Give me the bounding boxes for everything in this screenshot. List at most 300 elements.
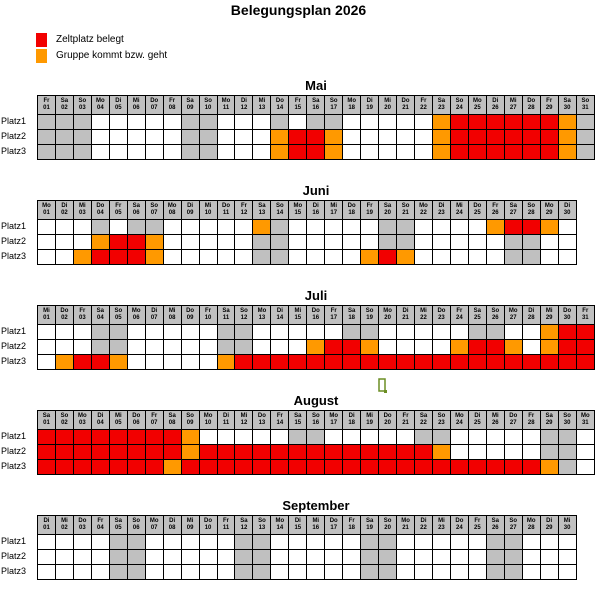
booking-cell-free[interactable]: [145, 565, 163, 580]
booking-cell-occupied[interactable]: [343, 445, 361, 460]
booking-cell-occupied[interactable]: [55, 460, 73, 475]
booking-cell-weekend[interactable]: [576, 130, 594, 145]
booking-cell-weekend[interactable]: [217, 340, 235, 355]
booking-cell-weekend[interactable]: [271, 220, 289, 235]
booking-cell-occupied[interactable]: [522, 355, 540, 370]
booking-cell-free[interactable]: [199, 565, 217, 580]
booking-cell-transition[interactable]: [432, 130, 450, 145]
booking-cell-transition[interactable]: [271, 130, 289, 145]
booking-cell-free[interactable]: [91, 115, 109, 130]
booking-cell-free[interactable]: [450, 445, 468, 460]
booking-cell-occupied[interactable]: [109, 460, 127, 475]
booking-cell-weekend[interactable]: [55, 115, 73, 130]
booking-cell-weekend[interactable]: [127, 550, 145, 565]
booking-cell-free[interactable]: [504, 430, 522, 445]
booking-cell-weekend[interactable]: [109, 535, 127, 550]
booking-cell-occupied[interactable]: [379, 355, 397, 370]
booking-cell-free[interactable]: [468, 430, 486, 445]
booking-cell-occupied[interactable]: [415, 460, 433, 475]
booking-cell-weekend[interactable]: [397, 235, 415, 250]
booking-cell-free[interactable]: [397, 115, 415, 130]
booking-cell-free[interactable]: [576, 430, 594, 445]
booking-cell-occupied[interactable]: [343, 340, 361, 355]
booking-cell-occupied[interactable]: [271, 445, 289, 460]
booking-cell-free[interactable]: [145, 145, 163, 160]
booking-cell-weekend[interactable]: [91, 340, 109, 355]
booking-cell-weekend[interactable]: [504, 550, 522, 565]
booking-cell-free[interactable]: [217, 130, 235, 145]
booking-cell-free[interactable]: [558, 250, 576, 265]
booking-cell-weekend[interactable]: [540, 430, 558, 445]
booking-cell-occupied[interactable]: [468, 130, 486, 145]
booking-cell-free[interactable]: [450, 235, 468, 250]
booking-cell-occupied[interactable]: [127, 460, 145, 475]
booking-cell-free[interactable]: [271, 535, 289, 550]
booking-cell-occupied[interactable]: [145, 445, 163, 460]
booking-cell-weekend[interactable]: [379, 235, 397, 250]
booking-cell-transition[interactable]: [540, 220, 558, 235]
booking-cell-free[interactable]: [91, 535, 109, 550]
booking-cell-occupied[interactable]: [91, 430, 109, 445]
booking-cell-free[interactable]: [397, 130, 415, 145]
booking-cell-transition[interactable]: [145, 250, 163, 265]
booking-cell-free[interactable]: [486, 430, 504, 445]
booking-cell-free[interactable]: [217, 235, 235, 250]
booking-cell-weekend[interactable]: [576, 115, 594, 130]
booking-cell-free[interactable]: [91, 565, 109, 580]
booking-cell-free[interactable]: [468, 250, 486, 265]
booking-cell-free[interactable]: [415, 220, 433, 235]
booking-cell-free[interactable]: [325, 565, 343, 580]
booking-cell-occupied[interactable]: [540, 145, 558, 160]
booking-cell-occupied[interactable]: [540, 115, 558, 130]
booking-cell-free[interactable]: [379, 340, 397, 355]
booking-cell-transition[interactable]: [91, 235, 109, 250]
booking-cell-free[interactable]: [415, 535, 433, 550]
booking-cell-occupied[interactable]: [379, 250, 397, 265]
booking-cell-free[interactable]: [343, 235, 361, 250]
booking-cell-free[interactable]: [343, 565, 361, 580]
booking-cell-occupied[interactable]: [522, 145, 540, 160]
booking-cell-free[interactable]: [289, 235, 307, 250]
booking-cell-occupied[interactable]: [576, 355, 594, 370]
booking-cell-weekend[interactable]: [181, 115, 199, 130]
booking-cell-weekend[interactable]: [73, 130, 91, 145]
booking-cell-weekend[interactable]: [415, 430, 433, 445]
booking-cell-weekend[interactable]: [271, 250, 289, 265]
booking-cell-free[interactable]: [217, 115, 235, 130]
booking-cell-free[interactable]: [432, 565, 450, 580]
booking-cell-free[interactable]: [325, 430, 343, 445]
booking-cell-weekend[interactable]: [235, 550, 253, 565]
booking-cell-transition[interactable]: [450, 340, 468, 355]
booking-cell-free[interactable]: [271, 340, 289, 355]
booking-cell-occupied[interactable]: [558, 355, 576, 370]
booking-cell-free[interactable]: [540, 250, 558, 265]
booking-cell-transition[interactable]: [325, 145, 343, 160]
booking-cell-free[interactable]: [73, 340, 91, 355]
booking-cell-occupied[interactable]: [343, 460, 361, 475]
booking-cell-free[interactable]: [235, 250, 253, 265]
booking-cell-transition[interactable]: [55, 355, 73, 370]
booking-cell-free[interactable]: [38, 220, 56, 235]
booking-cell-weekend[interactable]: [504, 250, 522, 265]
booking-cell-occupied[interactable]: [199, 460, 217, 475]
booking-cell-occupied[interactable]: [91, 445, 109, 460]
booking-cell-free[interactable]: [199, 220, 217, 235]
booking-cell-weekend[interactable]: [361, 325, 379, 340]
booking-cell-transition[interactable]: [361, 340, 379, 355]
booking-cell-occupied[interactable]: [432, 355, 450, 370]
booking-cell-free[interactable]: [181, 535, 199, 550]
booking-cell-weekend[interactable]: [109, 325, 127, 340]
booking-cell-free[interactable]: [181, 235, 199, 250]
booking-cell-weekend[interactable]: [253, 235, 271, 250]
booking-cell-weekend[interactable]: [289, 430, 307, 445]
booking-cell-occupied[interactable]: [325, 340, 343, 355]
booking-cell-free[interactable]: [145, 355, 163, 370]
booking-cell-occupied[interactable]: [379, 460, 397, 475]
booking-cell-free[interactable]: [181, 340, 199, 355]
booking-cell-occupied[interactable]: [504, 130, 522, 145]
booking-cell-free[interactable]: [486, 445, 504, 460]
booking-cell-free[interactable]: [181, 220, 199, 235]
booking-cell-free[interactable]: [450, 325, 468, 340]
booking-cell-occupied[interactable]: [432, 460, 450, 475]
booking-cell-weekend[interactable]: [379, 550, 397, 565]
booking-cell-weekend[interactable]: [576, 145, 594, 160]
booking-cell-occupied[interactable]: [289, 145, 307, 160]
booking-cell-free[interactable]: [73, 220, 91, 235]
booking-cell-free[interactable]: [343, 250, 361, 265]
booking-cell-occupied[interactable]: [486, 460, 504, 475]
booking-cell-occupied[interactable]: [450, 115, 468, 130]
booking-cell-free[interactable]: [415, 325, 433, 340]
booking-cell-occupied[interactable]: [450, 130, 468, 145]
booking-cell-occupied[interactable]: [361, 355, 379, 370]
booking-cell-weekend[interactable]: [486, 535, 504, 550]
booking-cell-occupied[interactable]: [289, 445, 307, 460]
booking-cell-weekend[interactable]: [379, 535, 397, 550]
booking-cell-transition[interactable]: [540, 460, 558, 475]
booking-cell-free[interactable]: [38, 565, 56, 580]
booking-cell-occupied[interactable]: [486, 340, 504, 355]
booking-cell-weekend[interactable]: [145, 220, 163, 235]
booking-cell-weekend[interactable]: [271, 115, 289, 130]
booking-cell-weekend[interactable]: [307, 430, 325, 445]
booking-cell-free[interactable]: [361, 430, 379, 445]
booking-cell-transition[interactable]: [486, 220, 504, 235]
booking-cell-free[interactable]: [415, 145, 433, 160]
booking-cell-weekend[interactable]: [253, 250, 271, 265]
booking-cell-occupied[interactable]: [504, 355, 522, 370]
booking-cell-occupied[interactable]: [253, 355, 271, 370]
booking-cell-free[interactable]: [450, 535, 468, 550]
booking-cell-free[interactable]: [55, 235, 73, 250]
booking-cell-occupied[interactable]: [504, 115, 522, 130]
booking-cell-weekend[interactable]: [504, 565, 522, 580]
booking-cell-weekend[interactable]: [235, 325, 253, 340]
booking-cell-occupied[interactable]: [91, 250, 109, 265]
booking-cell-occupied[interactable]: [235, 445, 253, 460]
booking-cell-weekend[interactable]: [199, 130, 217, 145]
booking-cell-free[interactable]: [450, 550, 468, 565]
booking-cell-free[interactable]: [325, 550, 343, 565]
booking-cell-free[interactable]: [361, 220, 379, 235]
booking-cell-free[interactable]: [415, 235, 433, 250]
booking-cell-weekend[interactable]: [432, 430, 450, 445]
booking-cell-occupied[interactable]: [38, 460, 56, 475]
booking-cell-weekend[interactable]: [73, 115, 91, 130]
booking-cell-weekend[interactable]: [109, 340, 127, 355]
booking-cell-weekend[interactable]: [91, 220, 109, 235]
booking-cell-free[interactable]: [163, 235, 181, 250]
booking-cell-free[interactable]: [325, 235, 343, 250]
booking-cell-free[interactable]: [468, 445, 486, 460]
booking-cell-weekend[interactable]: [522, 250, 540, 265]
booking-cell-free[interactable]: [38, 340, 56, 355]
booking-cell-occupied[interactable]: [289, 460, 307, 475]
booking-cell-occupied[interactable]: [504, 460, 522, 475]
booking-cell-weekend[interactable]: [486, 325, 504, 340]
booking-cell-free[interactable]: [38, 535, 56, 550]
booking-cell-weekend[interactable]: [235, 340, 253, 355]
booking-cell-occupied[interactable]: [361, 460, 379, 475]
booking-cell-weekend[interactable]: [181, 130, 199, 145]
booking-cell-weekend[interactable]: [109, 550, 127, 565]
booking-cell-weekend[interactable]: [271, 235, 289, 250]
booking-cell-weekend[interactable]: [109, 565, 127, 580]
booking-cell-free[interactable]: [199, 235, 217, 250]
booking-cell-occupied[interactable]: [91, 355, 109, 370]
booking-cell-free[interactable]: [522, 445, 540, 460]
booking-cell-free[interactable]: [271, 550, 289, 565]
booking-cell-free[interactable]: [235, 235, 253, 250]
booking-cell-weekend[interactable]: [253, 550, 271, 565]
booking-cell-transition[interactable]: [540, 340, 558, 355]
booking-cell-free[interactable]: [163, 340, 181, 355]
booking-cell-free[interactable]: [343, 550, 361, 565]
booking-cell-free[interactable]: [38, 325, 56, 340]
booking-cell-free[interactable]: [217, 535, 235, 550]
booking-cell-transition[interactable]: [361, 250, 379, 265]
booking-cell-free[interactable]: [450, 430, 468, 445]
booking-cell-transition[interactable]: [217, 355, 235, 370]
booking-cell-free[interactable]: [163, 220, 181, 235]
booking-cell-free[interactable]: [397, 565, 415, 580]
booking-cell-occupied[interactable]: [253, 460, 271, 475]
booking-cell-weekend[interactable]: [38, 130, 56, 145]
booking-cell-free[interactable]: [450, 250, 468, 265]
booking-cell-occupied[interactable]: [450, 355, 468, 370]
booking-cell-occupied[interactable]: [522, 115, 540, 130]
booking-cell-transition[interactable]: [558, 145, 576, 160]
booking-cell-free[interactable]: [235, 115, 253, 130]
booking-cell-free[interactable]: [271, 565, 289, 580]
booking-cell-free[interactable]: [343, 130, 361, 145]
booking-cell-free[interactable]: [127, 340, 145, 355]
booking-cell-free[interactable]: [432, 535, 450, 550]
booking-cell-free[interactable]: [109, 130, 127, 145]
booking-cell-occupied[interactable]: [109, 235, 127, 250]
booking-cell-weekend[interactable]: [558, 430, 576, 445]
booking-cell-free[interactable]: [379, 115, 397, 130]
booking-cell-free[interactable]: [181, 325, 199, 340]
booking-cell-free[interactable]: [235, 130, 253, 145]
booking-cell-free[interactable]: [38, 235, 56, 250]
booking-cell-occupied[interactable]: [397, 445, 415, 460]
booking-cell-free[interactable]: [415, 115, 433, 130]
booking-cell-free[interactable]: [343, 115, 361, 130]
booking-cell-free[interactable]: [235, 220, 253, 235]
booking-cell-occupied[interactable]: [307, 445, 325, 460]
booking-cell-free[interactable]: [397, 550, 415, 565]
booking-cell-weekend[interactable]: [55, 130, 73, 145]
booking-cell-free[interactable]: [109, 145, 127, 160]
booking-cell-free[interactable]: [73, 565, 91, 580]
booking-cell-free[interactable]: [91, 145, 109, 160]
booking-cell-free[interactable]: [325, 325, 343, 340]
booking-cell-free[interactable]: [163, 325, 181, 340]
booking-cell-transition[interactable]: [397, 250, 415, 265]
booking-cell-free[interactable]: [289, 115, 307, 130]
booking-cell-occupied[interactable]: [217, 460, 235, 475]
booking-cell-occupied[interactable]: [576, 325, 594, 340]
booking-cell-free[interactable]: [540, 565, 558, 580]
booking-cell-free[interactable]: [325, 220, 343, 235]
booking-cell-occupied[interactable]: [540, 130, 558, 145]
booking-cell-free[interactable]: [450, 220, 468, 235]
booking-cell-occupied[interactable]: [415, 355, 433, 370]
booking-cell-transition[interactable]: [181, 430, 199, 445]
booking-cell-free[interactable]: [432, 340, 450, 355]
booking-cell-free[interactable]: [397, 340, 415, 355]
booking-cell-free[interactable]: [289, 535, 307, 550]
booking-cell-free[interactable]: [307, 325, 325, 340]
booking-cell-free[interactable]: [307, 250, 325, 265]
booking-cell-free[interactable]: [415, 550, 433, 565]
booking-cell-free[interactable]: [181, 355, 199, 370]
booking-cell-free[interactable]: [55, 250, 73, 265]
booking-cell-free[interactable]: [432, 220, 450, 235]
booking-cell-weekend[interactable]: [343, 325, 361, 340]
booking-cell-free[interactable]: [361, 115, 379, 130]
booking-cell-free[interactable]: [307, 565, 325, 580]
booking-cell-occupied[interactable]: [127, 445, 145, 460]
booking-cell-weekend[interactable]: [379, 220, 397, 235]
booking-cell-free[interactable]: [163, 115, 181, 130]
booking-cell-free[interactable]: [343, 535, 361, 550]
booking-cell-weekend[interactable]: [397, 220, 415, 235]
booking-cell-transition[interactable]: [432, 445, 450, 460]
booking-cell-occupied[interactable]: [504, 220, 522, 235]
booking-cell-occupied[interactable]: [307, 460, 325, 475]
booking-cell-free[interactable]: [181, 565, 199, 580]
booking-cell-free[interactable]: [307, 550, 325, 565]
booking-cell-free[interactable]: [38, 355, 56, 370]
booking-cell-free[interactable]: [91, 550, 109, 565]
booking-cell-occupied[interactable]: [271, 355, 289, 370]
booking-cell-occupied[interactable]: [307, 130, 325, 145]
booking-cell-occupied[interactable]: [540, 355, 558, 370]
booking-cell-free[interactable]: [576, 445, 594, 460]
booking-cell-occupied[interactable]: [486, 355, 504, 370]
booking-cell-free[interactable]: [289, 325, 307, 340]
booking-cell-weekend[interactable]: [235, 565, 253, 580]
booking-cell-free[interactable]: [55, 565, 73, 580]
booking-cell-weekend[interactable]: [558, 460, 576, 475]
booking-cell-free[interactable]: [145, 535, 163, 550]
booking-cell-free[interactable]: [415, 340, 433, 355]
booking-cell-occupied[interactable]: [253, 445, 271, 460]
booking-cell-occupied[interactable]: [325, 355, 343, 370]
booking-cell-occupied[interactable]: [217, 445, 235, 460]
booking-cell-occupied[interactable]: [55, 430, 73, 445]
booking-cell-free[interactable]: [235, 145, 253, 160]
booking-cell-occupied[interactable]: [199, 445, 217, 460]
booking-cell-free[interactable]: [415, 250, 433, 265]
booking-cell-free[interactable]: [361, 235, 379, 250]
booking-cell-occupied[interactable]: [486, 145, 504, 160]
booking-cell-occupied[interactable]: [235, 355, 253, 370]
booking-cell-free[interactable]: [145, 115, 163, 130]
booking-cell-free[interactable]: [38, 550, 56, 565]
booking-cell-occupied[interactable]: [73, 430, 91, 445]
booking-cell-free[interactable]: [576, 460, 594, 475]
booking-cell-free[interactable]: [163, 550, 181, 565]
booking-cell-occupied[interactable]: [450, 460, 468, 475]
booking-cell-weekend[interactable]: [486, 550, 504, 565]
booking-cell-occupied[interactable]: [127, 250, 145, 265]
booking-cell-free[interactable]: [289, 220, 307, 235]
booking-cell-occupied[interactable]: [73, 460, 91, 475]
booking-cell-free[interactable]: [540, 550, 558, 565]
booking-cell-free[interactable]: [540, 235, 558, 250]
booking-cell-weekend[interactable]: [38, 145, 56, 160]
booking-cell-weekend[interactable]: [253, 535, 271, 550]
booking-cell-free[interactable]: [73, 550, 91, 565]
booking-cell-free[interactable]: [397, 535, 415, 550]
booking-cell-free[interactable]: [379, 130, 397, 145]
booking-cell-free[interactable]: [522, 430, 540, 445]
booking-cell-weekend[interactable]: [91, 325, 109, 340]
booking-cell-free[interactable]: [379, 325, 397, 340]
booking-cell-occupied[interactable]: [307, 145, 325, 160]
booking-cell-occupied[interactable]: [468, 460, 486, 475]
booking-cell-occupied[interactable]: [181, 460, 199, 475]
booking-cell-free[interactable]: [432, 325, 450, 340]
booking-cell-occupied[interactable]: [38, 445, 56, 460]
booking-cell-occupied[interactable]: [325, 445, 343, 460]
booking-cell-occupied[interactable]: [127, 235, 145, 250]
booking-cell-free[interactable]: [343, 220, 361, 235]
booking-cell-free[interactable]: [73, 535, 91, 550]
booking-cell-free[interactable]: [145, 340, 163, 355]
booking-cell-occupied[interactable]: [289, 130, 307, 145]
booking-cell-free[interactable]: [468, 565, 486, 580]
booking-cell-free[interactable]: [397, 145, 415, 160]
booking-cell-free[interactable]: [217, 565, 235, 580]
booking-cell-free[interactable]: [199, 430, 217, 445]
booking-cell-transition[interactable]: [432, 115, 450, 130]
booking-cell-free[interactable]: [415, 565, 433, 580]
booking-cell-weekend[interactable]: [199, 145, 217, 160]
booking-cell-weekend[interactable]: [522, 235, 540, 250]
booking-cell-transition[interactable]: [163, 460, 181, 475]
booking-cell-transition[interactable]: [253, 220, 271, 235]
booking-cell-free[interactable]: [73, 325, 91, 340]
booking-cell-occupied[interactable]: [325, 460, 343, 475]
